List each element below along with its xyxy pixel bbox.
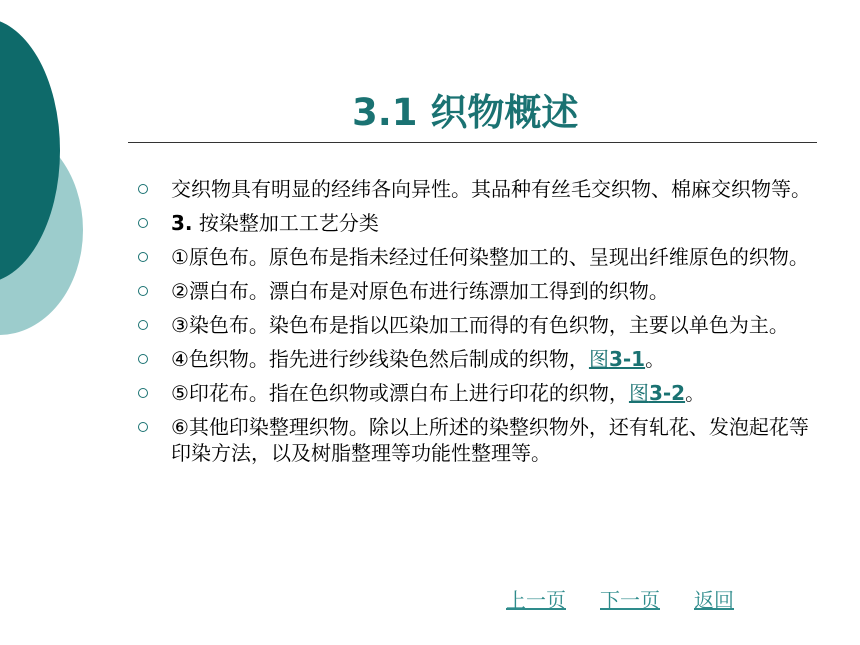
figure-3-1-link[interactable]	[589, 347, 645, 371]
title-divider	[128, 142, 817, 143]
bullet-text: ①原色布。原色布是指未经过任何染整加工的、呈现出纤维原色的织物。	[171, 245, 809, 269]
bullet-circle-icon	[138, 354, 148, 364]
bullet-item	[138, 278, 828, 304]
slide-title: 3.1 织物概述	[352, 91, 579, 134]
bullet-circle-icon	[138, 320, 148, 330]
figure-3-2-link[interactable]	[629, 381, 685, 405]
bullet-circle-icon	[138, 252, 148, 262]
bullet-circle-icon	[138, 388, 148, 398]
bullet-item	[138, 380, 828, 406]
section-number: 3.	[171, 211, 193, 235]
next-page-link[interactable]: 下一页	[600, 588, 660, 612]
bullet-item	[138, 414, 828, 466]
bullet-circle-icon	[138, 184, 148, 194]
bullet-text: 按染整加工工艺分类	[192, 211, 379, 235]
bullet-item	[138, 244, 828, 270]
bullet-text: ⑤印花布。指在色织物或漂白布上进行印花的织物，	[171, 381, 629, 405]
figure-link-number: 3-2	[648, 381, 686, 405]
bullet-suffix: 。	[645, 347, 666, 371]
bullet-text: 交织物具有明显的经纬各向异性。其品种有丝毛交织物、棉麻交织物等。	[171, 177, 811, 201]
bullet-item	[138, 176, 828, 202]
figure-link-prefix: 图	[628, 381, 649, 405]
bullet-item	[138, 346, 828, 372]
back-link[interactable]: 返回	[694, 588, 734, 612]
bullet-item	[138, 312, 828, 338]
bullet-list	[138, 176, 828, 474]
bullet-item	[138, 210, 828, 236]
bullet-circle-icon	[138, 218, 148, 228]
bullet-text: ②漂白布。漂白布是对原色布进行练漂加工得到的织物。	[171, 279, 669, 303]
bullet-text: ④色织物。指先进行纱线染色然后制成的织物，	[171, 347, 589, 371]
figure-link-prefix: 图	[588, 347, 609, 371]
bullet-text: ⑥其他印染整理织物。除以上所述的染整织物外，还有轧花、发泡起花等印染方法，以及树脂整理等功能性整理等。	[171, 415, 809, 465]
bullet-text: ③染色布。染色布是指以匹染加工而得的有色织物，主要以单色为主。	[171, 313, 789, 337]
slide-navigation	[506, 584, 768, 613]
prev-page-link[interactable]: 上一页	[506, 588, 566, 612]
figure-link-number: 3-1	[608, 347, 646, 371]
bullet-circle-icon	[138, 286, 148, 296]
bullet-suffix: 。	[685, 381, 706, 405]
bullet-circle-icon	[138, 422, 148, 432]
